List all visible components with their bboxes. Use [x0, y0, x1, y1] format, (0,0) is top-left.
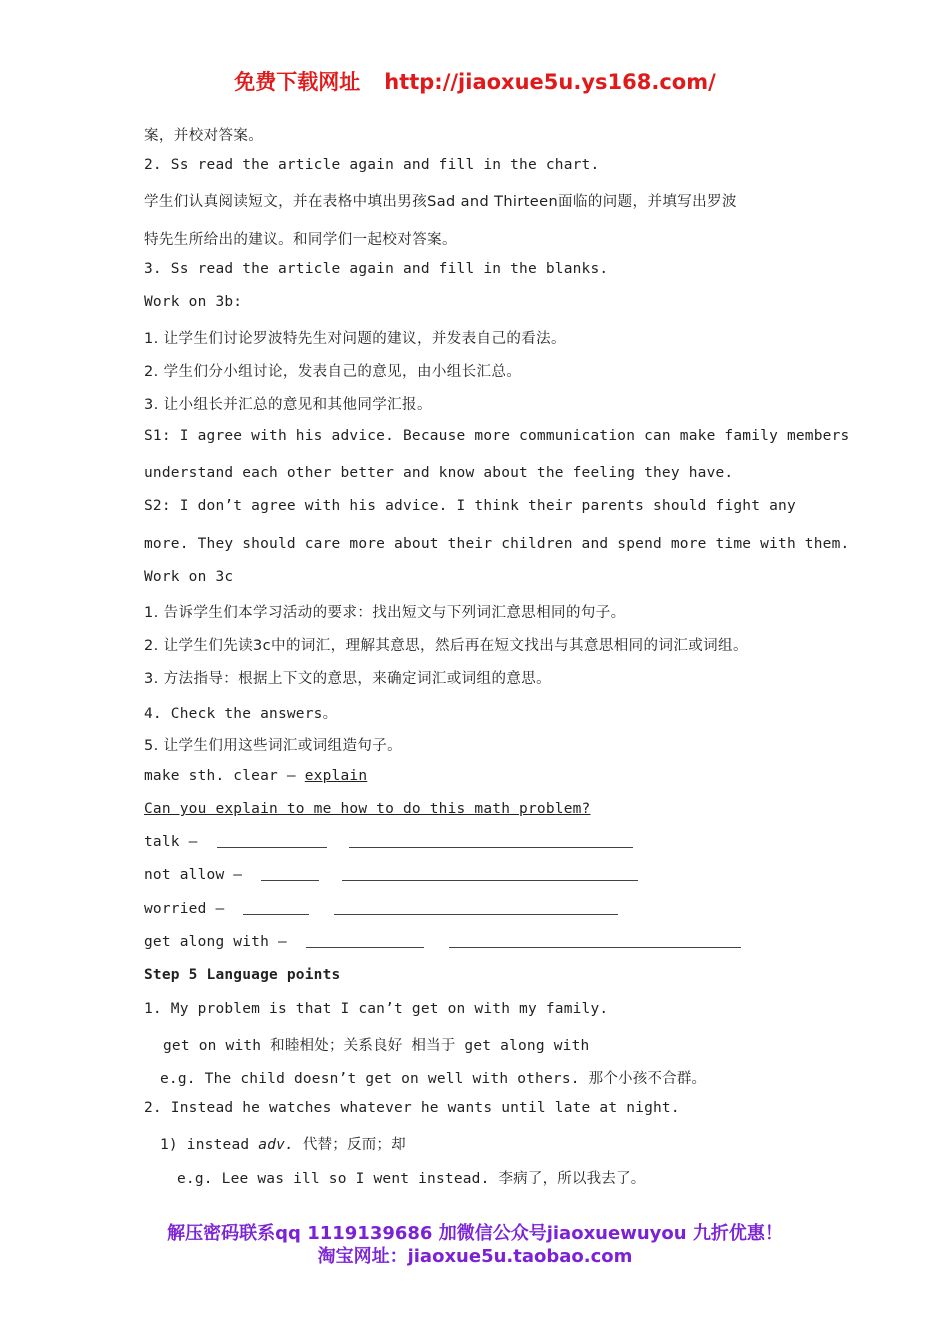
section-heading: Work on 3c: [144, 569, 234, 585]
sentence-blank[interactable]: [334, 913, 618, 915]
text-line: 3. 让小组长并汇总的意见和其他同学汇报。: [144, 397, 432, 413]
answer-blank[interactable]: [261, 879, 319, 881]
text-line: understand each other better and know about the feeling they have.: [144, 465, 734, 481]
text-line: [160, 1133, 406, 1154]
header-url[interactable]: http://jiaoxue5u.ys168.com/: [384, 70, 716, 94]
text-line: 3. Ss read the article again and fill in the blanks.: [144, 261, 609, 277]
example-sentence: Can you explain to me how to do this math problem?: [144, 801, 591, 817]
section-heading: Work on 3b:: [144, 294, 243, 310]
text-line: get on with 和睦相处；关系良好 相当于 get along with: [163, 1038, 590, 1054]
text-line: 3. 方法指导：根据上下文的意思，来确定词汇或词组的意思。: [144, 671, 552, 687]
answer-blank[interactable]: [306, 946, 424, 948]
vocab-fill-line: [144, 934, 741, 950]
vocab-term: make sth. clear —: [144, 768, 305, 784]
vocab-term: get along with —: [144, 934, 287, 950]
sentence-blank[interactable]: [342, 879, 638, 881]
sentence-blank[interactable]: [449, 946, 741, 948]
text-line: 4. Check the answers。: [144, 706, 338, 722]
text-line: 1. 让学生们讨论罗波特先生对问题的建议，并发表自己的看法。: [144, 331, 566, 347]
part-of-speech: adv.: [258, 1137, 294, 1153]
vocab-term: not allow —: [144, 867, 243, 883]
vocab-fill-line: [144, 901, 618, 917]
text-line: 学生们认真阅读短文，并在表格中填出男孩Sad and Thirteen面临的问题，并填写出罗波: [144, 194, 737, 210]
section-heading: Step 5 Language points: [144, 967, 341, 983]
vocab-fill-line: [144, 834, 633, 850]
text-line: 2. Ss read the article again and fill in the chart.: [144, 157, 600, 173]
answer-blank[interactable]: [217, 846, 327, 848]
text-line: 2. 学生们分小组讨论，发表自己的意见，由小组长汇总。: [144, 364, 522, 380]
text-line: 2. 让学生们先读3c中的词汇，理解其意思，然后再在短文找出与其意思相同的词汇或词组。: [144, 638, 748, 654]
footer-contact: 解压密码联系qq 1119139686 加微信公众号jiaoxuewuyou 九折优惠！: [167, 1223, 783, 1244]
text-line: e.g. The child doesn’t get on well with others. 那个小孩不合群。: [160, 1071, 707, 1087]
text-line: 案，并校对答案。: [144, 128, 264, 144]
vocab-answer: explain: [304, 768, 368, 784]
text-line: S2: I don’t agree with his advice. I think their parents should fight any: [144, 498, 796, 514]
text-line: 1. My problem is that I can’t get on with my family.: [144, 1001, 609, 1017]
page-header: [0, 66, 950, 96]
header-title: 免费下载网址: [234, 70, 361, 94]
definition: 代替；反而；却: [293, 1137, 406, 1153]
vocab-term: worried —: [144, 901, 225, 917]
text-line: 2. Instead he watches whatever he wants until late at night.: [144, 1100, 680, 1116]
text-line: 1. 告诉学生们本学习活动的要求：找出短文与下列词汇意思相同的句子。: [144, 605, 626, 621]
text-line: 5. 让学生们用这些词汇或词组造句子。: [144, 738, 403, 754]
vocab-term: talk —: [144, 834, 198, 850]
term: 1) instead: [160, 1137, 259, 1153]
footer-shop-link[interactable]: 淘宝网址：jiaoxue5u.taobao.com: [317, 1246, 633, 1267]
answer-blank[interactable]: [243, 913, 309, 915]
vocab-example-line: [144, 768, 367, 784]
text-line: more. They should care more about their children and spend more time with them.: [144, 536, 850, 552]
vocab-fill-line: [144, 867, 638, 883]
text-line: 特先生所给出的建议。和同学们一起校对答案。: [144, 232, 457, 248]
sentence-blank[interactable]: [349, 846, 633, 848]
text-line: e.g. Lee was ill so I went instead. 李病了，所以我去了。: [177, 1171, 646, 1187]
text-line: S1: I agree with his advice. Because more communication can make family members: [144, 428, 850, 444]
